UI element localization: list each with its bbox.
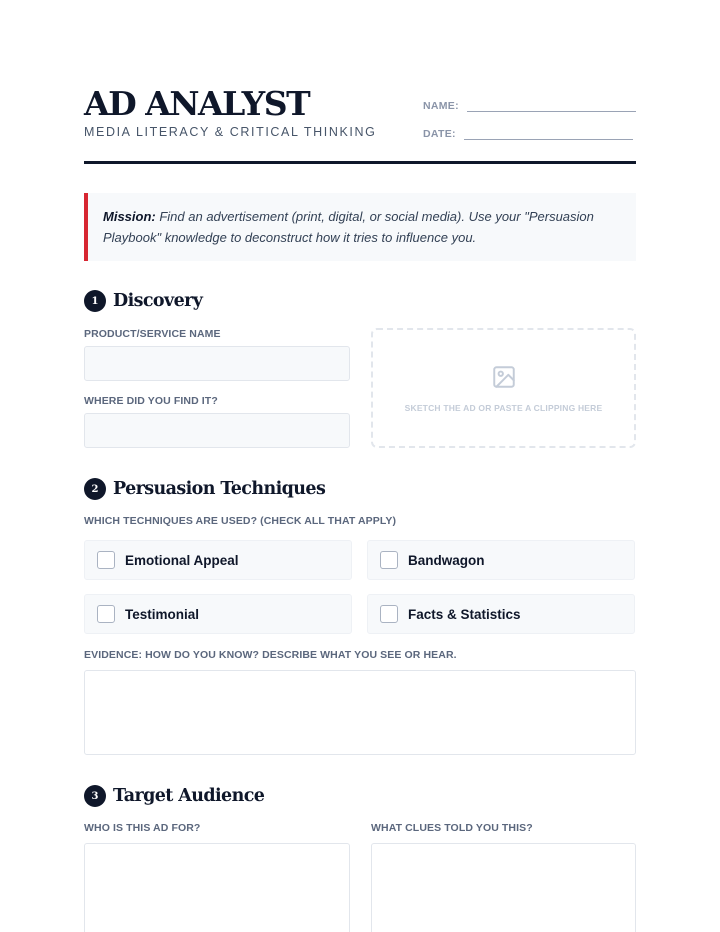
product-name-label: PRODUCT/SERVICE NAME <box>84 328 221 340</box>
name-field[interactable] <box>467 94 636 112</box>
checkbox[interactable] <box>97 551 115 569</box>
option-label: Emotional Appeal <box>125 552 239 568</box>
date-label: DATE: <box>423 128 456 140</box>
worksheet-page <box>84 0 636 932</box>
technique-option-testimonial[interactable] <box>84 594 352 634</box>
sketch-area[interactable] <box>371 328 636 448</box>
evidence-label: EVIDENCE: HOW DO YOU KNOW? DESCRIBE WHAT YOU SEE OR HEAR. <box>84 649 457 661</box>
header-divider <box>84 161 636 164</box>
image-icon <box>491 364 517 395</box>
section-title: Target Audience <box>113 786 265 806</box>
sketch-area-label: SKETCH THE AD OR PASTE A CLIPPING HERE <box>404 402 603 413</box>
name-row <box>423 94 636 112</box>
who-for-label: WHO IS THIS AD FOR? <box>84 822 201 834</box>
date-field[interactable] <box>464 122 633 140</box>
technique-option-facts-statistics[interactable] <box>367 594 635 634</box>
name-label: NAME: <box>423 100 459 112</box>
page-subtitle: MEDIA LITERACY & CRITICAL THINKING <box>84 125 377 139</box>
section-discovery-heading <box>84 290 202 312</box>
mission-text: Find an advertisement (print, digital, or social media). Use your "Persuasion Playbook" knowledge to deconstruct how it tries to influence you. <box>103 209 594 245</box>
checkbox[interactable] <box>380 551 398 569</box>
checkbox[interactable] <box>380 605 398 623</box>
clues-field[interactable] <box>371 843 636 932</box>
who-for-field[interactable] <box>84 843 350 932</box>
where-found-label: WHERE DID YOU FIND IT? <box>84 395 218 407</box>
option-label: Bandwagon <box>408 552 485 568</box>
option-label: Facts & Statistics <box>408 606 521 622</box>
checkbox[interactable] <box>97 605 115 623</box>
product-name-field[interactable] <box>84 346 350 381</box>
date-row <box>423 122 633 140</box>
section-techniques-heading <box>84 478 325 500</box>
technique-option-emotional-appeal[interactable] <box>84 540 352 580</box>
where-found-field[interactable] <box>84 413 350 448</box>
page-title: AD ANALYST <box>84 84 310 123</box>
techniques-prompt: WHICH TECHNIQUES ARE USED? (CHECK ALL THAT APPLY) <box>84 515 397 527</box>
mission-lead: Mission: <box>103 209 156 224</box>
section-number-badge: 2 <box>84 478 106 500</box>
section-number-badge: 1 <box>84 290 106 312</box>
clues-label: WHAT CLUES TOLD YOU THIS? <box>371 822 533 834</box>
section-title: Persuasion Techniques <box>113 479 326 499</box>
section-title: Discovery <box>113 291 203 311</box>
section-audience-heading <box>84 785 264 807</box>
technique-option-bandwagon[interactable] <box>367 540 635 580</box>
option-label: Testimonial <box>125 606 200 622</box>
evidence-field[interactable] <box>84 670 636 755</box>
section-number-badge: 3 <box>84 785 106 807</box>
mission-callout <box>84 193 636 261</box>
